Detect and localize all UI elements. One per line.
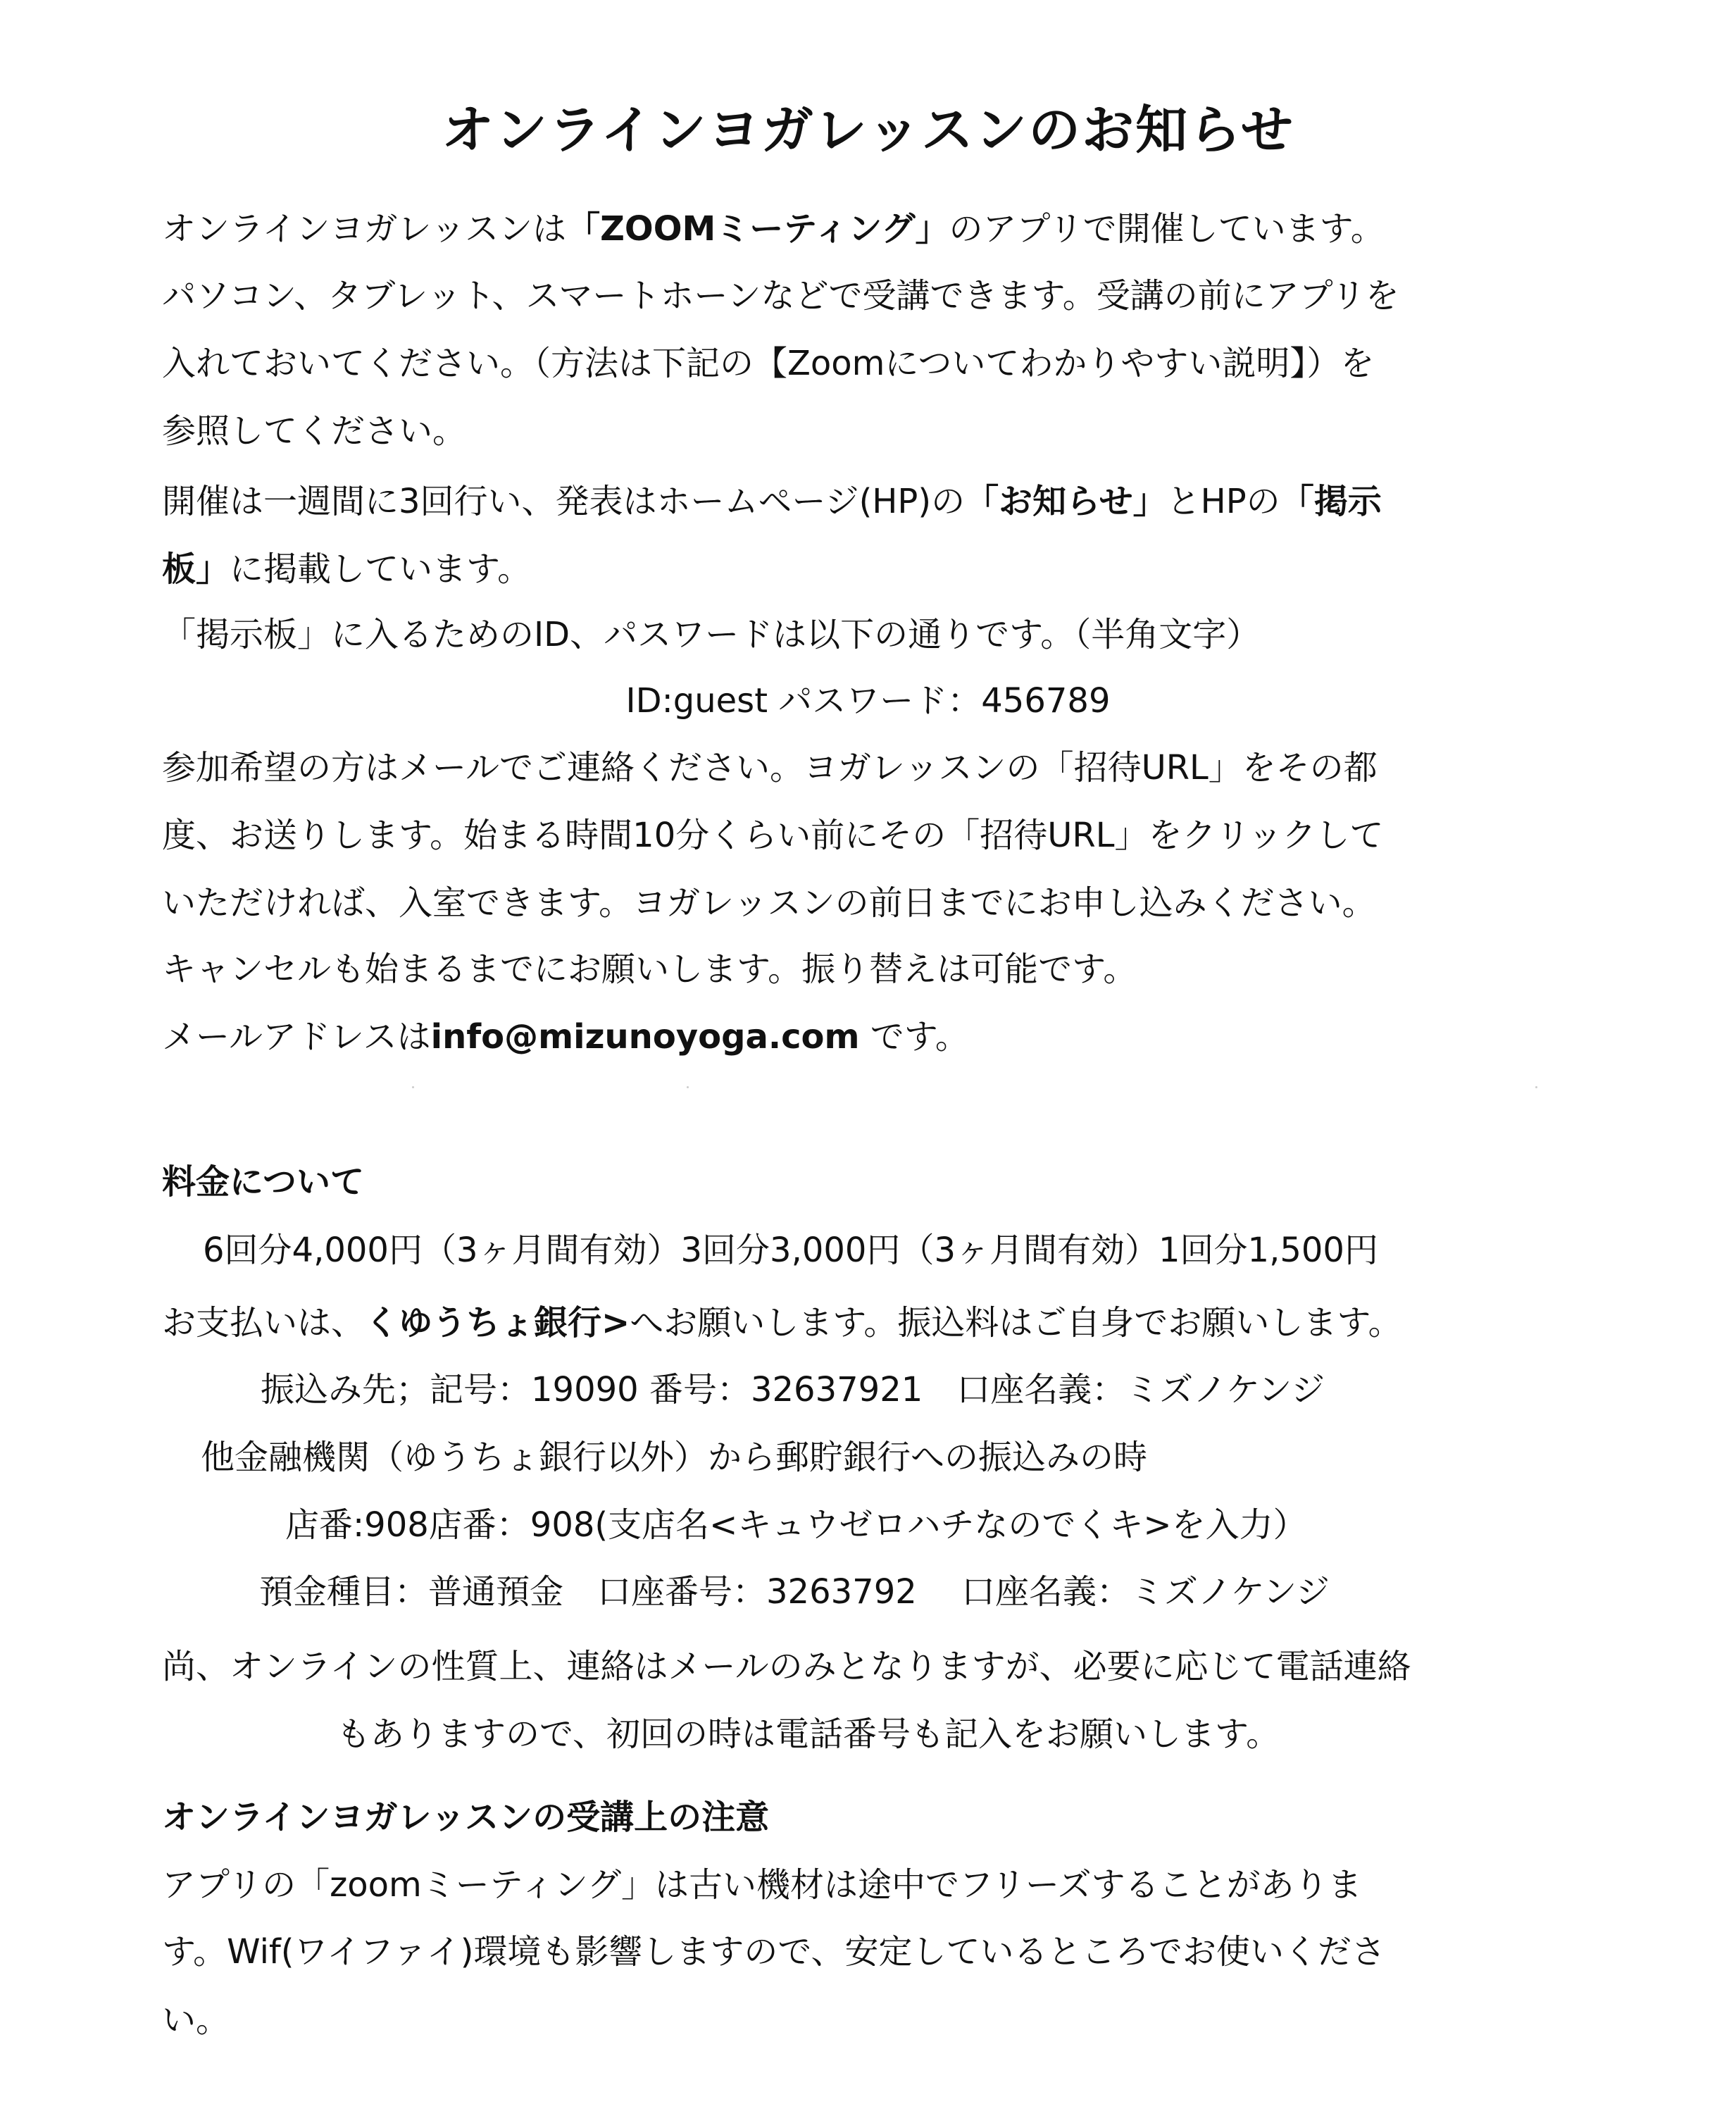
intro-line-1-text: オンラインヨガレッスンは [162, 209, 567, 249]
caution-line-2: す。Wif(ワイファイ)環境も影響しますので、安定しているところでお使いくださ [162, 1932, 1385, 1972]
zoom-meeting-emphasis: 「ZOOMミーティング」 [566, 209, 949, 249]
fees-prices: 6回分4,000円（3ヶ月間有効）3回分3,000円（3ヶ月間有効）1回分1,500円 [203, 1231, 1378, 1270]
intro-line-9: 参加希望の方はメールでご連絡ください。ヨガレッスンの「招待URL」をその都 [162, 748, 1378, 788]
fees-heading: 料金について [162, 1162, 365, 1202]
bank-name-emphasis: くゆうちょ銀行> [365, 1303, 630, 1343]
intro-line-11: いただければ、入室できます。ヨガレッスンの前日までにお申し込みください。 [162, 883, 1376, 923]
intro-line-3: 入れておいてください。（方法は下記の【Zoomについてわかりやすい説明】）を [162, 344, 1375, 383]
artifact-dot [687, 1086, 689, 1088]
intro-line-1 [162, 208, 1385, 250]
intro-line-7: 「掲示板」に入るためのID、パスワードは以下の通りです。（半角文字） [162, 615, 1261, 654]
artifact-dot [412, 1086, 414, 1088]
news-emphasis: 「お知らせ」 [965, 482, 1167, 521]
intro-line-6 [162, 548, 531, 590]
payment-label: お支払いは、 [162, 1303, 366, 1343]
bank-transfer-info: 振込み先；記号：19090 番号：32637921 口座名義：ミズノケンジ [261, 1370, 1325, 1409]
intro-line-2: パソコン、タブレット、スマートホーンなどで受講できます。受講の前にアプリを [162, 276, 1399, 316]
id-password-line: ID:guest パスワード：456789 [625, 681, 1111, 721]
contact-note-line-2: もありますので、初回の時は電話番号も記入をお願いします。 [337, 1714, 1280, 1754]
board-emphasis-end: 板」 [162, 549, 230, 589]
page-title: オンラインヨガレッスンのお知らせ [442, 100, 1294, 161]
caution-heading: オンラインヨガレッスンの受講上の注意 [162, 1798, 770, 1837]
branch-info: 店番:908店番：908(支店名<キュウゼロハチなのでくキ>を入力） [285, 1505, 1307, 1545]
intro-line-1-tail: のアプリで開催しています。 [949, 209, 1385, 249]
artifact-dot [1535, 1086, 1537, 1088]
intro-line-13 [162, 1016, 969, 1058]
account-info: 預金種目：普通預金 口座番号：3263792 口座名義：ミズノケンジ [259, 1572, 1330, 1612]
schedule-hp-text: とHPの [1166, 482, 1280, 521]
caution-line-3: い。 [162, 2000, 230, 2040]
email-tail: です。 [859, 1017, 969, 1057]
email-address[interactable]: info@mizunoyoga.com [430, 1017, 860, 1057]
board-text: に掲載しています。 [230, 549, 532, 589]
intro-line-10: 度、お送りします。始まる時間10分くらい前にその「招待URL」をクリックして [162, 816, 1384, 855]
caution-line-1: アプリの「zoomミーティング」は古い機材は途中でフリーズすることがありま [162, 1865, 1362, 1905]
board-emphasis-start: 「掲示 [1280, 482, 1382, 521]
intro-line-5 [162, 480, 1382, 523]
intro-line-12: キャンセルも始まるまでにお願いします。振り替えは可能です。 [162, 950, 1137, 989]
payment-tail: へお願いします。振込料はご自身でお願いします。 [630, 1303, 1402, 1343]
email-label: メールアドレスは [162, 1017, 431, 1057]
payment-line [162, 1302, 1402, 1344]
contact-note-line-1: 尚、オンラインの性質上、連絡はメールのみとなりますが、必要に応じて電話連絡 [162, 1647, 1411, 1686]
schedule-text: 開催は一週間に3回行い、発表はホームページ(HP)の [162, 482, 966, 521]
intro-line-4: 参照してください。 [162, 411, 467, 451]
other-bank-heading: 他金融機関（ゆうちょ銀行以外）から郵貯銀行への振込みの時 [201, 1438, 1148, 1477]
